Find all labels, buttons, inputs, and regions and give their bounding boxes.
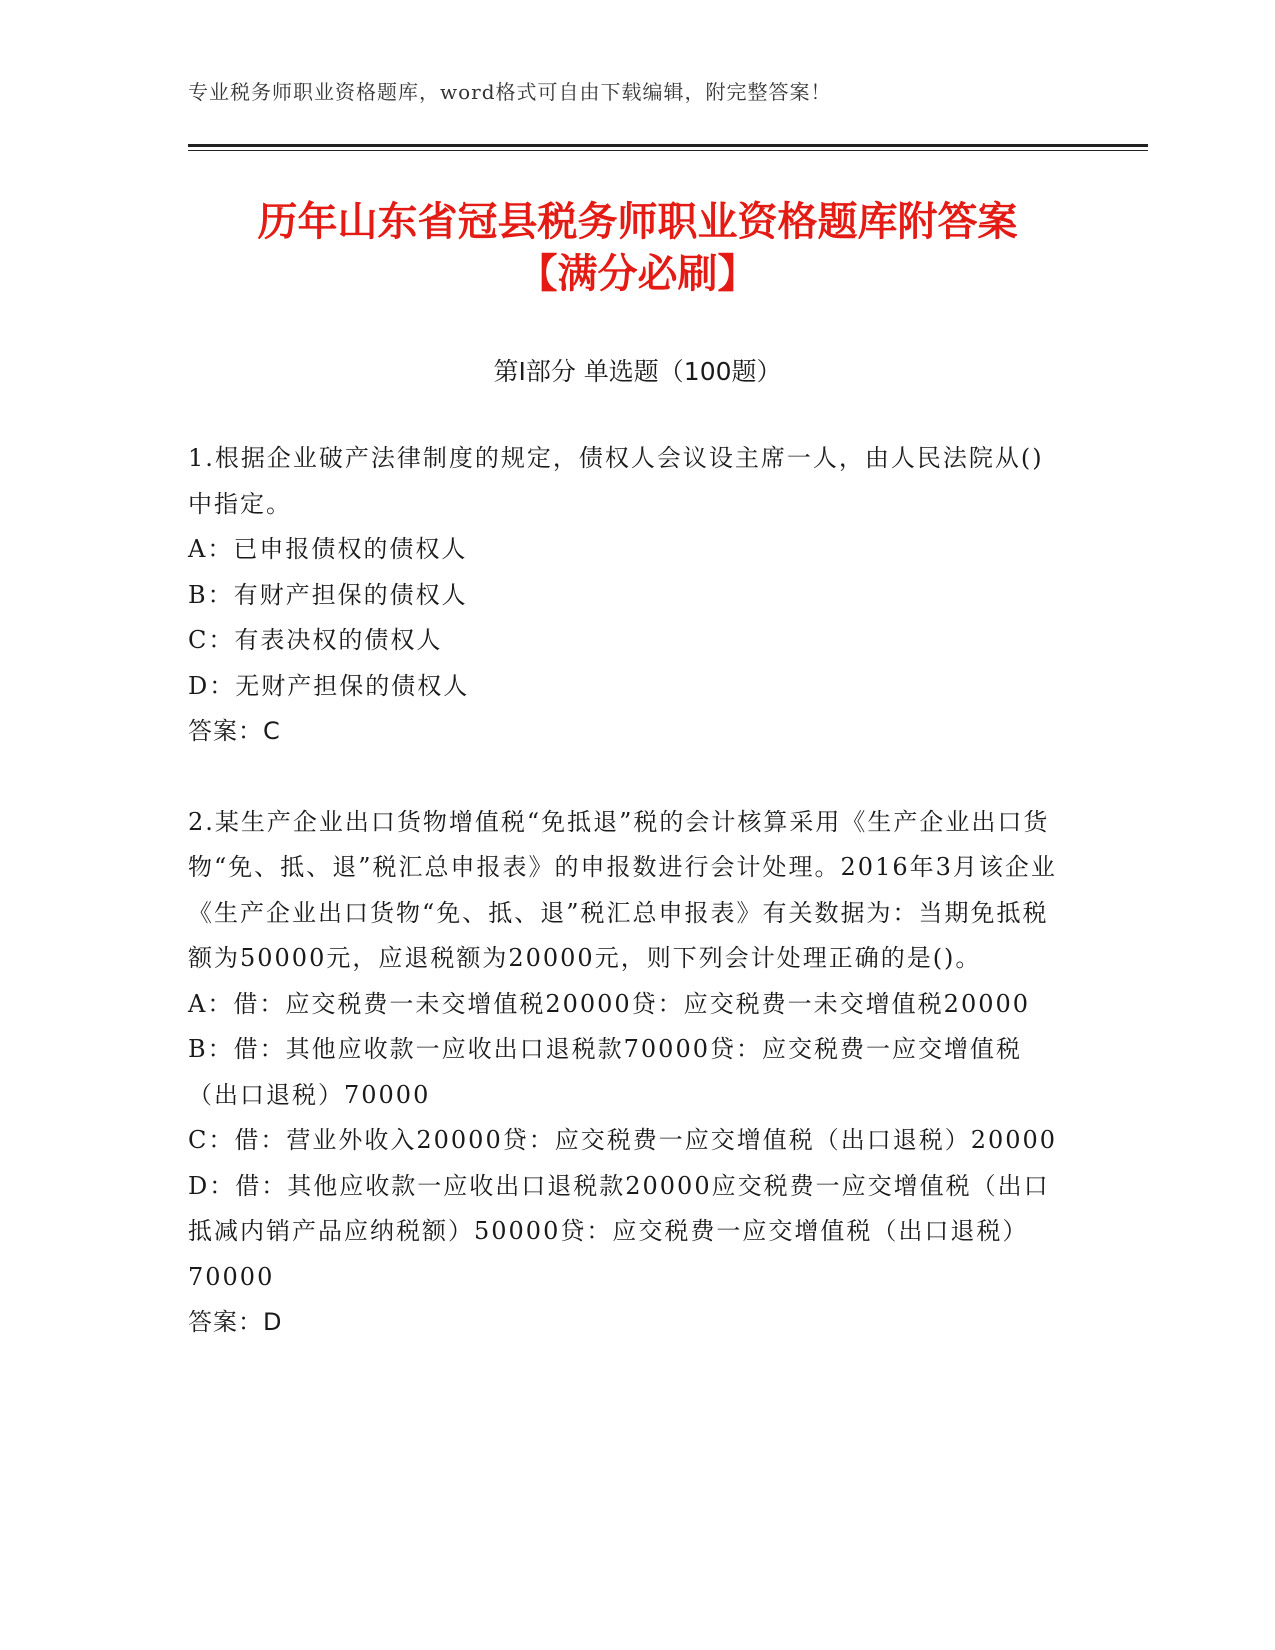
answer: 答案：D	[188, 1308, 283, 1336]
option-b: B：有财产担保的债权人	[188, 580, 468, 609]
question-stem: 2.某生产企业出口货物增值税“免抵退”税的会计核算采用《生产企业出口货物“免、抵、退”税汇总申报表》的申报数进行会计处理。2016年3月该企业《生产企业出口货物“免、抵、退”税汇总申报表》有关数据为：当期免抵税额为50000元，应退税额为20000元，则下列会计处理正确的是()。	[188, 807, 1057, 972]
question-stem: 1.根据企业破产法律制度的规定，债权人会议设主席一人，由人民法院从()中指定。	[188, 444, 1044, 518]
header-divider-thick	[188, 144, 1148, 147]
option-b: B：借：其他应收款一应收出口退税款70000贷：应交税费一应交增值税（出口退税）70000	[188, 1035, 1022, 1109]
section-heading: 第Ⅰ部分 单选题（100题）	[493, 357, 782, 386]
option-c: C：借：营业外收入20000贷：应交税费一应交增值税（出口退税）20000	[188, 1126, 1058, 1154]
option-c: C：有表决权的债权人	[188, 626, 443, 654]
title-line-2: 【满分必刷】	[517, 251, 758, 297]
document-title	[150, 196, 1125, 300]
question-1	[188, 436, 1068, 755]
answer: 答案：C	[188, 717, 281, 745]
header-note: 专业税务师职业资格题库，word格式可自由下载编辑，附完整答案！	[188, 80, 832, 104]
header-divider-thin	[188, 150, 1148, 151]
option-d: D：无财产担保的债权人	[188, 671, 470, 700]
option-a: A：借：应交税费一未交增值税20000贷：应交税费一未交增值税20000	[188, 989, 1031, 1018]
option-a: A：已申报债权的债权人	[188, 535, 468, 563]
question-list	[188, 436, 1068, 1346]
option-d: D：借：其他应收款一应收出口退税款20000应交税费一应交增值税（出口抵减内销产品应纳税额）50000贷：应交税费一应交增值税（出口退税）70000	[188, 1171, 1050, 1291]
title-line-1: 历年山东省冠县税务师职业资格题库附答案	[257, 199, 1018, 245]
question-spacer	[188, 755, 1068, 800]
question-2	[188, 800, 1068, 1346]
